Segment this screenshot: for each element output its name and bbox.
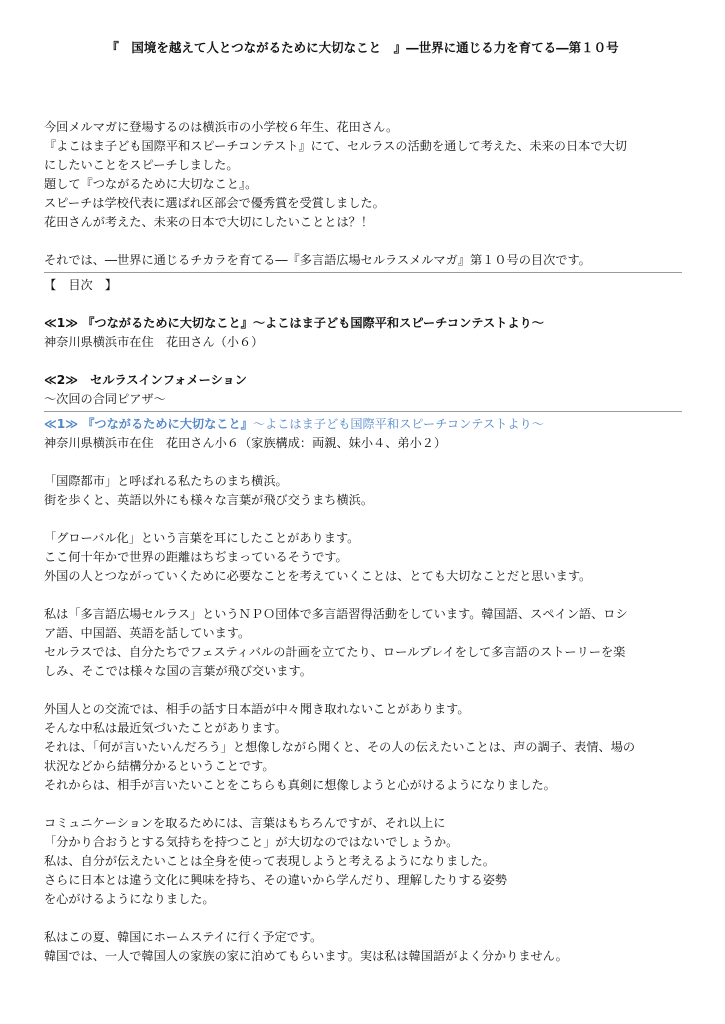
- intro-line: 花田さんが考えた、未来の日本で大切にしたいこととは？！: [44, 215, 374, 229]
- intro-section: [44, 118, 684, 232]
- speech-paragraph: [44, 472, 684, 510]
- document-body: [44, 118, 684, 966]
- paragraph-line: を心がけるようになりました。: [44, 892, 215, 906]
- section-1-heading: [44, 415, 684, 434]
- intro-line: スピーチは学校代表に選ばれ区部会で優秀賞を受賞しました。: [44, 196, 385, 210]
- toc-item-2-subtitle: ～次回の合同ピアザ～: [44, 392, 166, 406]
- spacer: [44, 295, 684, 314]
- intro-line: にしたいことをスピーチしました。: [44, 158, 239, 172]
- paragraph-line: 「グローバル化」という言葉を耳にしたことがあります。: [44, 531, 360, 545]
- intro-line: 今回メルマガに登場するのは横浜市の小学校６年生、花田さん。: [44, 120, 399, 134]
- paragraph-line: セルラスでは、自分たちでフェスティバルの計画を立てたり、ロールプレイをして多言語のストーリーを楽: [44, 645, 626, 659]
- divider: [44, 411, 682, 412]
- toc-item-1-subtitle: 神奈川県横浜市在住 花田さん（小６）: [44, 335, 264, 349]
- paragraph-line: ここ何十年かで世界の距離はちぢまっているそうです。: [44, 550, 348, 564]
- section-1-author: 神奈川県横浜市在住 花田さん小６（家族構成：両親、妹小４、弟小２）: [44, 436, 447, 450]
- paragraph-line: 「分かり合おうとする気持ちを持つこと」が大切なのではないでしょうか。: [44, 835, 459, 849]
- section-1-subtitle: ～よこはま子ども国際平和スピーチコンテストより～: [252, 417, 544, 431]
- intro-line: 『よこはま子ども国際平和スピーチコンテスト』にて、セルラスの活動を通して考えた、未来の日本で大切: [44, 139, 627, 153]
- spacer: [44, 681, 684, 700]
- speech-paragraph: [44, 700, 684, 795]
- toc-intro: それでは、―世界に通じるチカラを育てる―『多言語広場セルラスメルマガ』第１０号の目次です。: [44, 253, 591, 267]
- paragraph-line: 「国際都市」と呼ばれる私たちのまち横浜。: [44, 474, 288, 488]
- paragraph-line: 私は「多言語広場セルラス」というＮＰＯ団体で多言語習得活動をしています。韓国語、スペイン語、ロシ: [44, 607, 628, 621]
- spacer: [44, 909, 684, 928]
- paragraph-line: さらに日本とは違う文化に興味を持ち、その違いから学んだり、理解したりする姿勢: [44, 873, 508, 887]
- paragraph-line: 韓国では、一人で韓国人の家族の家に泊めてもらいます。実は私は韓国語がよく分かりません。: [44, 949, 568, 963]
- paragraph-line: ア語、中国語、英語を話しています。: [44, 626, 251, 640]
- speech-paragraph: [44, 529, 684, 586]
- speech-paragraph: [44, 605, 684, 681]
- intro-line: 題して『つながるために大切なこと』。: [44, 177, 258, 191]
- spacer: [44, 232, 684, 251]
- section-1-title: ≪1≫ 『つながるために大切なこと』: [44, 417, 253, 431]
- spacer: [44, 352, 684, 371]
- paragraph-line: 外国の人とつながっていくために必要なことを考えていくことは、とても大切なことだと思います。: [44, 569, 592, 583]
- paragraph-line: そんな中私は最近気づいたことがあります。: [44, 721, 287, 735]
- paragraph-line: しみ、そこでは様々な国の言葉が飛び交います。: [44, 664, 312, 678]
- paragraph-line: コミュニケーションを取るためには、言葉はもちろんですが、それ以上に: [44, 816, 446, 830]
- toc-item-2-title: ≪2≫ セルラスインフォメーション: [44, 373, 247, 387]
- speech-paragraph: [44, 814, 684, 909]
- paragraph-line: それは、「何が言いたいんだろう」と想像しながら聞くと、その人の伝えたいことは、声の調子、表情、場の: [44, 740, 636, 754]
- spacer: [44, 510, 684, 529]
- speech-paragraph: [44, 928, 684, 966]
- spacer: [44, 453, 684, 472]
- spacer: [44, 795, 684, 814]
- newsletter-title: 『 国境を越えて人とつながるために大切なこと 』―世界に通じる力を育てる―第１０号: [106, 40, 619, 55]
- paragraph-line: 状況などから結構分かるということです。: [44, 759, 275, 773]
- paragraph-line: 私はこの夏、韓国にホームステイに行く予定です。: [44, 930, 323, 944]
- paragraph-line: それからは、相手が言いたいことをこちらも真剣に想像しようと心がけるようになりました。: [44, 778, 556, 792]
- paragraph-line: 街を歩くと、英語以外にも様々な言葉が飛び交うまち横浜。: [44, 493, 374, 507]
- toc-heading: 【 目次 】: [44, 278, 118, 292]
- paragraph-line: 外国人との交流では、相手の話す日本語が中々聞き取れないことがあります。: [44, 702, 470, 716]
- divider: [44, 272, 682, 273]
- spacer: [44, 586, 684, 605]
- toc-item-1-title: ≪1≫ 『つながるために大切なこと』～よこはま子ども国際平和スピーチコンテストより～: [44, 316, 544, 330]
- paragraph-line: 私は、自分が伝えたいことは全身を使って表現しようと考えるようになりました。: [44, 854, 495, 868]
